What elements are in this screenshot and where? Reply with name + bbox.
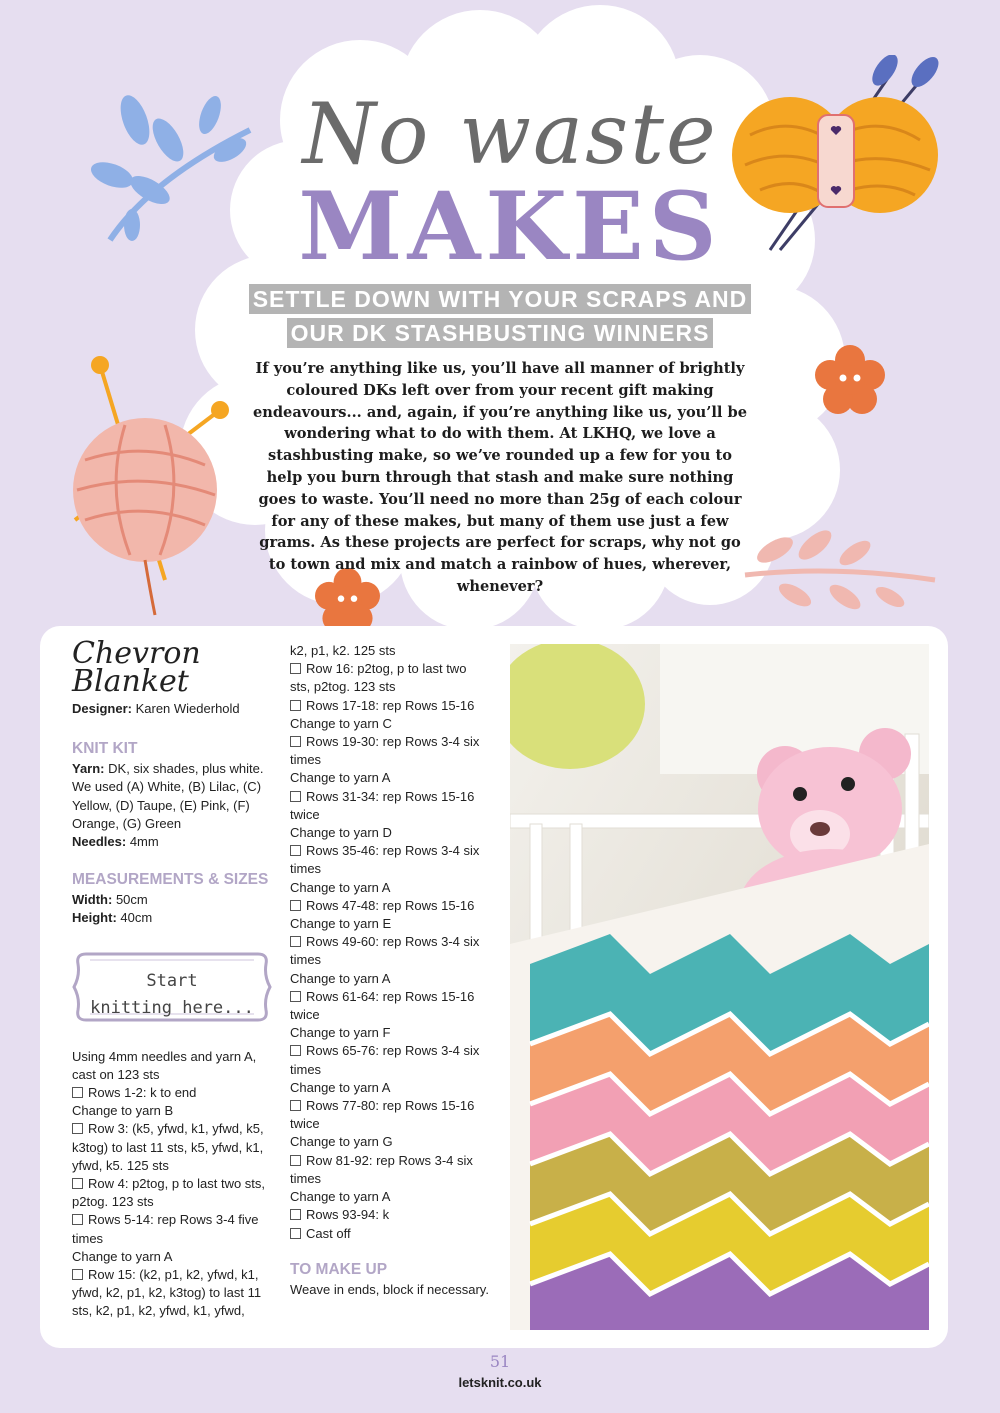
step-note — [290, 1024, 490, 1042]
step-text: Change to yarn F — [290, 1025, 391, 1041]
step-checkbox[interactable] — [290, 900, 301, 911]
needles-text: 4mm — [129, 834, 159, 850]
step-text: k2, p1, k2. 125 sts — [290, 643, 396, 658]
step-item — [290, 697, 490, 715]
yarn-label: Yarn: — [72, 761, 105, 777]
step-checkbox[interactable] — [290, 845, 301, 856]
yarn-text: DK, six shades, plus white. We used (A) White, (B) Lilac, (C) Yellow, (D) Taupe, (E) Pink, (F) Orange, (G) Green — [72, 761, 264, 831]
step-note — [290, 642, 490, 660]
step-text: Row 4: p2tog, p to last two sts, p2tog. 123 sts — [72, 1176, 266, 1210]
cast-on-text: Using 4mm needles and yarn A, cast on 123 sts — [72, 1048, 257, 1082]
step-checkbox[interactable] — [290, 1100, 301, 1111]
step-text: Cast off — [306, 1225, 351, 1241]
step-checkbox[interactable] — [72, 1123, 83, 1134]
title-main: MAKES — [298, 172, 722, 282]
step-note — [72, 1102, 282, 1120]
subtitle-line1: SETTLE DOWN WITH YOUR SCRAPS AND — [249, 284, 752, 314]
step-item — [290, 1225, 490, 1243]
step-text: Rows 47-48: rep Rows 15-16 — [306, 897, 475, 913]
step-note — [290, 1188, 490, 1206]
page-number: 51 — [489, 1352, 511, 1371]
subtitle — [240, 284, 760, 352]
steps-list-1 — [72, 1084, 282, 1321]
height-label: Height: — [72, 910, 117, 926]
needles-line — [72, 833, 282, 851]
steps-list-2 — [290, 642, 490, 1243]
step-text: Row 81-92: rep Rows 3-4 six times — [290, 1152, 473, 1186]
step-note — [290, 1133, 490, 1151]
pattern-title-line2: Blanket — [72, 664, 189, 699]
subtitle-line2: OUR DK STASHBUSTING WINNERS — [287, 318, 714, 348]
step-checkbox[interactable] — [290, 736, 301, 747]
step-item — [290, 1206, 490, 1224]
step-text: Row 16: p2tog, p to last two sts, p2tog. 123 sts — [290, 661, 467, 695]
step-checkbox[interactable] — [290, 1155, 301, 1166]
step-checkbox[interactable] — [290, 700, 301, 711]
step-item — [290, 933, 490, 969]
step-text: Change to yarn E — [290, 916, 392, 932]
step-item — [290, 1152, 490, 1188]
step-item — [290, 1097, 490, 1133]
step-note — [290, 970, 490, 988]
yarn-ball-icon — [55, 350, 230, 620]
step-text: Rows 31-34: rep Rows 15-16 twice — [290, 788, 475, 822]
width-label: Width: — [72, 892, 113, 908]
height-line — [72, 909, 282, 927]
step-text: Change to yarn A — [290, 970, 391, 986]
step-checkbox[interactable] — [290, 1209, 301, 1220]
banner-text — [72, 968, 272, 1022]
step-checkbox[interactable] — [290, 1045, 301, 1056]
step-note — [290, 915, 490, 933]
step-text: Change to yarn A — [72, 1248, 173, 1264]
step-item — [72, 1175, 282, 1211]
step-item — [72, 1266, 282, 1321]
needles-label: Needles: — [72, 834, 127, 850]
intro-paragraph: If you’re anything like us, you’ll have all manner of brightly coloured DKs left over from your recent gift making endeavours... and, again, if you’re anything like us, you’ll be wondering what to do with them. At LKHQ, we love a stashbusting make, so we’ve rounded up a few for you to help you burn through that stash and make sure nothing goes to waste. You’ll need no more than 25g of each colour for any of these makes, but many of them use just a few grams. As these projects are perfect for scraps, why not go to town and mix and match a rainbow of hues, wherever, whenever? — [252, 360, 748, 595]
step-item — [72, 1120, 282, 1175]
step-item — [72, 1084, 282, 1102]
pattern-column-1 — [72, 636, 282, 1321]
step-text: Change to yarn G — [290, 1134, 393, 1150]
step-checkbox[interactable] — [72, 1087, 83, 1098]
step-checkbox[interactable] — [72, 1178, 83, 1189]
banner-line1: Start — [146, 970, 198, 991]
step-item — [290, 660, 490, 696]
step-note — [290, 715, 490, 733]
step-note — [290, 824, 490, 842]
step-checkbox[interactable] — [72, 1269, 83, 1280]
step-text: Rows 19-30: rep Rows 3-4 six times — [290, 734, 480, 768]
title-script: No waste — [302, 85, 718, 183]
flower-button-icon — [815, 345, 885, 415]
step-note — [72, 1248, 282, 1266]
step-note — [290, 769, 490, 787]
designer-name: Karen Wiederhold — [135, 701, 240, 716]
designer-label: Designer: — [72, 701, 132, 716]
step-text: Change to yarn D — [290, 825, 392, 841]
blanket-photo-image — [510, 644, 929, 1330]
step-checkbox[interactable] — [290, 663, 301, 674]
knit-kit-heading: KNIT KIT — [72, 740, 138, 758]
step-item — [290, 1042, 490, 1078]
step-item — [290, 842, 490, 878]
step-text: Rows 17-18: rep Rows 15-16 — [306, 697, 475, 713]
step-note — [290, 1079, 490, 1097]
step-text: Row 15: (k2, p1, k2, yfwd, k1, yfwd, k2, p1, k2, k3tog) to last 11 sts, k2, p1, k2, yfwd, k1, yfwd, — [72, 1267, 262, 1319]
pattern-title — [72, 636, 282, 699]
pattern-column-2 — [290, 642, 490, 1299]
step-item — [290, 988, 490, 1024]
step-text: Rows 65-76: rep Rows 3-4 six times — [290, 1043, 480, 1077]
step-text: Change to yarn A — [290, 1079, 391, 1095]
step-checkbox[interactable] — [290, 936, 301, 947]
make-up-text: Weave in ends, block if necessary. — [290, 1281, 489, 1297]
step-text: Change to yarn A — [290, 1189, 391, 1205]
blanket-photo — [510, 644, 929, 1330]
step-text: Change to yarn A — [290, 879, 391, 895]
banner-line2: knitting here... — [90, 997, 254, 1018]
step-text: Rows 93-94: k — [306, 1207, 390, 1223]
make-up-heading: TO MAKE UP — [290, 1260, 388, 1278]
width-value: 50cm — [115, 892, 148, 908]
step-item — [290, 733, 490, 769]
step-text: Rows 77-80: rep Rows 15-16 twice — [290, 1098, 475, 1132]
step-text: Rows 61-64: rep Rows 15-16 twice — [290, 988, 475, 1023]
step-text: Change to yarn A — [290, 770, 391, 786]
step-checkbox[interactable] — [290, 991, 301, 1002]
step-checkbox[interactable] — [290, 1228, 301, 1239]
step-text: Rows 1-2: k to end — [88, 1085, 197, 1101]
step-text: Change to yarn B — [72, 1103, 174, 1119]
step-item — [72, 1211, 282, 1247]
step-checkbox[interactable] — [290, 791, 301, 802]
step-text: Row 3: (k5, yfwd, k1, yfwd, k5, k3tog) to last 11 sts, k5, yfwd, k1, yfwd, k5. 125 sts — [72, 1121, 264, 1173]
pattern-title-line1: Chevron — [72, 636, 201, 671]
footer-url: letsknit.co.uk — [458, 1375, 542, 1390]
step-text: Change to yarn C — [290, 715, 392, 731]
designer-line — [72, 700, 282, 718]
yarn-line — [72, 760, 282, 833]
width-line — [72, 891, 282, 909]
step-item — [290, 788, 490, 824]
step-text: Rows 35-46: rep Rows 3-4 six times — [290, 843, 480, 877]
step-text: Rows 5-14: rep Rows 3-4 five times — [72, 1212, 259, 1246]
step-item — [290, 897, 490, 915]
measurements-heading: MEASUREMENTS & SIZES — [72, 871, 269, 889]
step-note — [290, 879, 490, 897]
start-banner — [72, 946, 272, 1028]
step-text: Rows 49-60: rep Rows 3-4 six times — [290, 934, 480, 968]
step-checkbox[interactable] — [72, 1214, 83, 1225]
leaf-sprig-icon — [735, 525, 940, 615]
leaf-sprig-icon — [90, 90, 260, 250]
height-value: 40cm — [120, 910, 153, 926]
